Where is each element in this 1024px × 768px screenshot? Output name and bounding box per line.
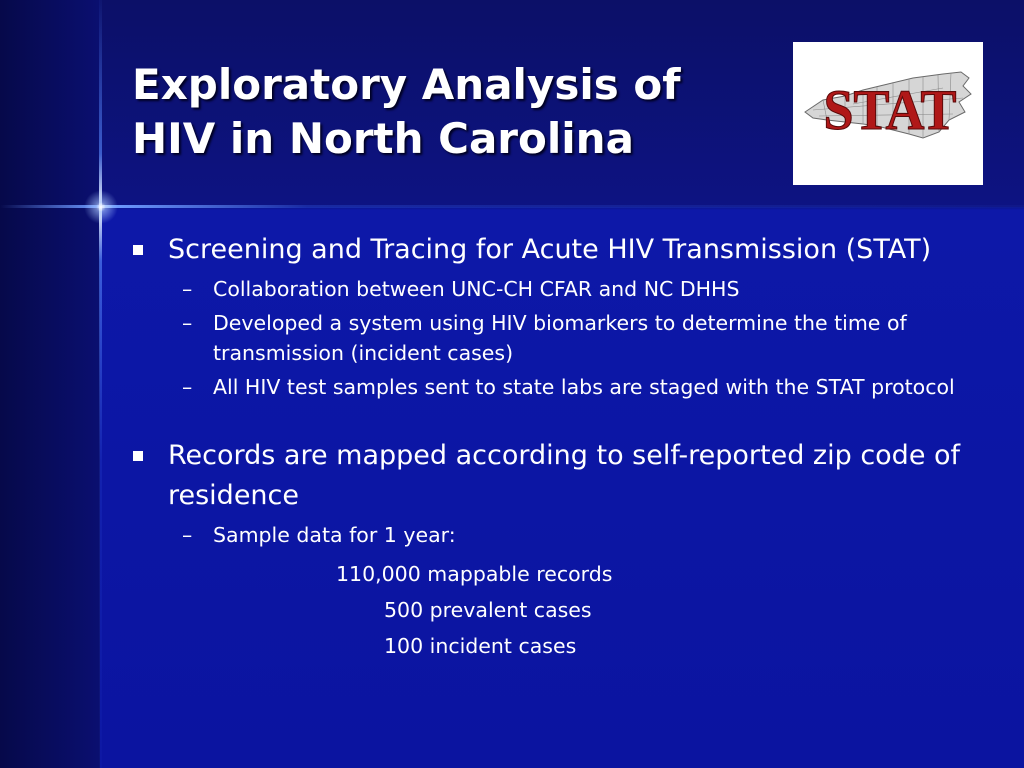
dash-marker: – xyxy=(182,311,193,335)
square-bullet-icon xyxy=(133,245,143,255)
vertical-accent-line xyxy=(99,0,102,768)
horizontal-accent-line xyxy=(0,205,1024,208)
title-line-2: HIV in North Carolina xyxy=(132,114,634,163)
slide-body xyxy=(130,230,980,664)
sub-bullet-item xyxy=(130,520,980,550)
bullet-text: Records are mapped according to self-reported zip code of residence xyxy=(168,440,961,511)
sub-bullet-item xyxy=(130,372,980,402)
sub-bullet-text: All HIV test samples sent to state labs are staged with the STAT protocol xyxy=(213,375,955,399)
stat-logo xyxy=(793,42,983,185)
sub-bullet-text: Collaboration between UNC-CH CFAR and NC DHHS xyxy=(213,277,740,301)
bullet-item xyxy=(130,230,980,270)
dash-marker: – xyxy=(182,277,193,301)
sub-bullet-text: Developed a system using HIV biomarkers to determine the time of transmission (incident cases) xyxy=(213,311,907,365)
bullet-item xyxy=(130,436,980,516)
sparkle-decoration xyxy=(84,190,118,224)
north-carolina-map-logo-icon xyxy=(793,42,983,185)
sub-bullet-text: Sample data for 1 year: xyxy=(213,523,456,547)
bullet-text: Screening and Tracing for Acute HIV Transmission (STAT) xyxy=(168,234,932,265)
stat-line: 100 incident cases xyxy=(384,634,577,658)
slide-title xyxy=(132,58,752,166)
logo-text: STAT xyxy=(823,78,957,142)
dash-marker: – xyxy=(182,375,193,399)
stat-line: 500 prevalent cases xyxy=(384,598,592,622)
dash-marker: – xyxy=(182,523,193,547)
square-bullet-icon xyxy=(133,451,143,461)
title-line-1: Exploratory Analysis of xyxy=(132,60,681,109)
sub-bullet-item xyxy=(130,308,980,368)
left-decorative-band xyxy=(0,0,100,768)
sub-bullet-item xyxy=(130,274,980,304)
stat-line: 110,000 mappable records xyxy=(336,562,613,586)
